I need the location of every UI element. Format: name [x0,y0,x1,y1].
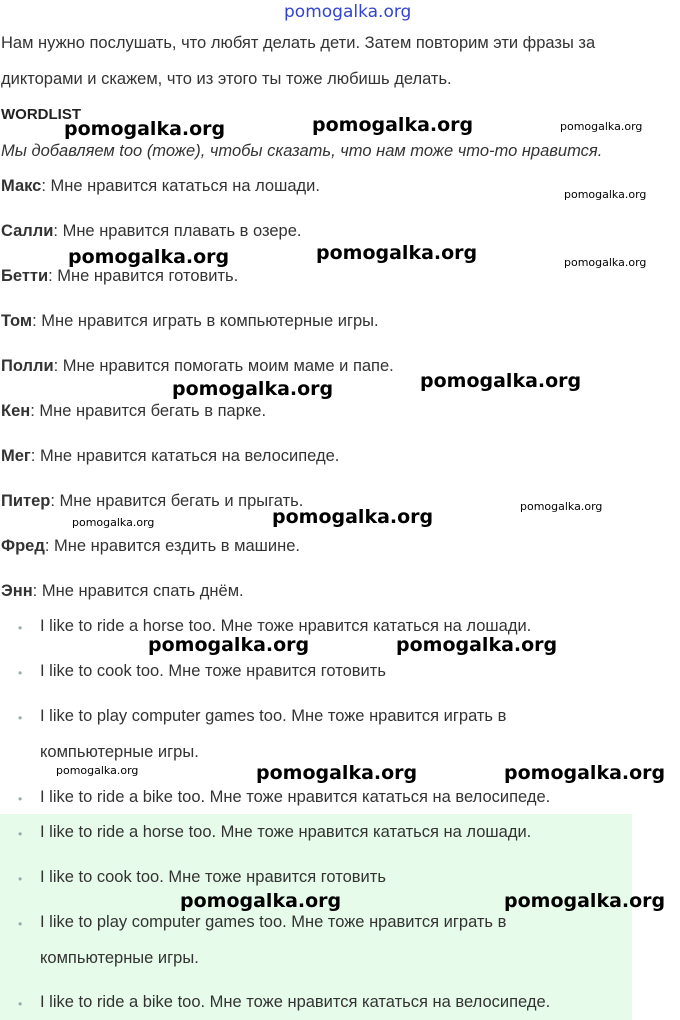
bullet-icon: • [18,917,23,931]
watermark: pomogalka.org [520,500,603,513]
bullet-icon: • [18,711,23,725]
watermark: pomogalka.org [504,762,666,784]
speaker-name: Том [1,312,33,330]
speaker-name: Фред [1,537,45,555]
speaker-text: : Мне нравится бегать и прыгать. [50,492,304,510]
watermark: pomogalka.org [64,118,226,140]
list-item: I like to ride a bike too. Мне тоже нравится кататься на велосипеде. [40,993,551,1011]
speaker-name: Бетти [1,267,49,285]
speaker-line [1,222,302,241]
speaker-name: Кен [1,402,31,420]
speaker-line [1,267,238,286]
speaker-text: : Мне нравится ездить в машине. [44,537,300,555]
watermark: pomogalka.org [312,114,474,136]
watermark: pomogalka.org [560,120,643,133]
list-item: I like to play computer games too. Мне тоже нравится играть в [40,913,507,931]
speaker-line [1,492,303,511]
list-item-continuation: компьютерные игры. [40,743,199,761]
speaker-text: : Мне нравится помогать моим маме и папе. [53,357,394,375]
watermark: pomogalka.org [68,246,230,268]
wordlist-heading: WORDLIST [1,106,81,123]
speaker-line [1,312,379,331]
speaker-line [1,537,300,556]
watermark: pomogalka.org [148,634,310,656]
speaker-line [1,402,266,421]
watermark: pomogalka.org [504,890,666,912]
speaker-line [1,177,320,196]
speaker-text: : Мне нравится кататься на велосипеде. [30,447,340,465]
list-item: I like to play computer games too. Мне тоже нравится играть в [40,707,507,725]
watermark: pomogalka.org [420,370,582,392]
watermark-top: pomogalka.org [284,2,412,22]
speaker-name: Мег [1,447,31,465]
bullet-icon: • [18,872,23,886]
list-item: I like to ride a bike too. Мне тоже нравится кататься на велосипеде. [40,788,551,806]
watermark: pomogalka.org [56,764,139,777]
bullet-icon: • [18,621,23,635]
watermark: pomogalka.org [72,516,155,529]
watermark: pomogalka.org [564,188,647,201]
list-item: I like to cook too. Мне тоже нравится готовить [40,662,386,680]
speaker-name: Салли [1,222,54,240]
speaker-text: : Мне нравится играть в компьютерные игры. [32,312,379,330]
bullet-icon: • [18,792,23,806]
speaker-line [1,582,244,601]
list-item: I like to ride a horse too. Мне тоже нравится кататься на лошади. [40,823,532,841]
speaker-name: Макс [1,177,42,195]
list-item: I like to cook too. Мне тоже нравится готовить [40,868,386,886]
list-item-continuation: компьютерные игры. [40,949,199,967]
hint-text: Мы добавляем too (тоже), чтобы сказать, что нам тоже что-то нравится. [1,142,603,160]
watermark: pomogalka.org [272,506,434,528]
speaker-name: Энн [1,582,33,600]
watermark: pomogalka.org [396,634,558,656]
watermark: pomogalka.org [172,378,334,400]
intro-line-1: Нам нужно послушать, что любят делать дети. Затем повторим эти фразы за [1,34,596,52]
speaker-line [1,357,394,376]
list-item: I like to ride a horse too. Мне тоже нравится кататься на лошади. [40,617,532,635]
speaker-name: Питер [1,492,51,510]
bullet-icon: • [18,827,23,841]
watermark: pomogalka.org [564,256,647,269]
intro-line-2: дикторами и скажем, что из этого ты тоже любишь делать. [1,70,452,88]
speaker-text: : Мне нравится спать днём. [32,582,244,600]
watermark: pomogalka.org [316,242,478,264]
bullet-icon: • [18,997,23,1011]
speaker-line [1,447,339,466]
speaker-name: Полли [1,357,54,375]
speaker-text: : Мне нравится бегать в парке. [30,402,267,420]
speaker-text: : Мне нравится плавать в озере. [53,222,302,240]
bullet-icon: • [18,666,23,680]
speaker-text: : Мне нравится готовить. [48,267,239,285]
speaker-text: : Мне нравится кататься на лошади. [41,177,320,195]
watermark: pomogalka.org [180,890,342,912]
watermark: pomogalka.org [256,762,418,784]
